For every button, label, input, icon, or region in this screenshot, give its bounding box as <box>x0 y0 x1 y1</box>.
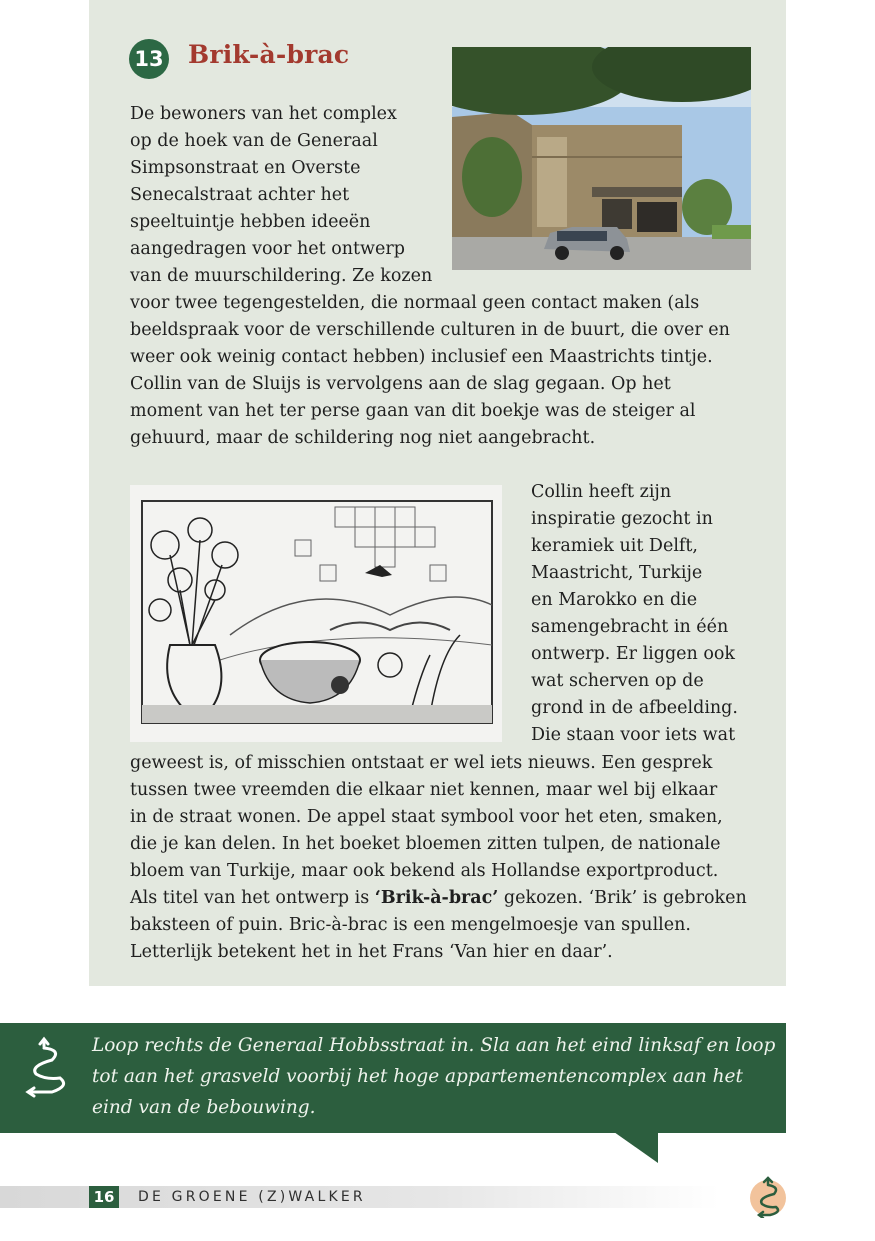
instruction-line: eind van de bebouwing. <box>92 1097 316 1118</box>
text-line: en Marokko en die <box>531 590 698 610</box>
text-line: gehuurd, maar de schildering nog niet aangebracht. <box>130 428 596 448</box>
text-line: Maastricht, Turkije <box>531 563 703 583</box>
text-line: grond in de afbeelding. <box>531 698 738 718</box>
text-line: ontwerp. Er liggen ook <box>531 644 736 664</box>
text-segment: Als titel van het ontwerp is <box>130 888 375 908</box>
text-line: op de hoek van de Generaal <box>130 131 378 151</box>
text-line: baksteen of puin. Bric-à-brac is een mengelmoesje van spullen. <box>130 915 691 935</box>
text-line: weer ook weinig contact hebben) inclusief een Maastrichts tintje. <box>130 347 713 367</box>
text-line: samengebracht in één <box>531 617 729 637</box>
text-line: aangedragen voor het ontwerp <box>130 239 405 259</box>
text-line: voor twee tegengestelden, die normaal geen contact maken (als <box>130 293 700 313</box>
intro-paragraph <box>130 101 730 452</box>
text-line: geweest is, of misschien ontstaat er wel iets nieuws. Een gesprek <box>130 753 713 773</box>
winding-path-logo-icon <box>748 1176 788 1218</box>
mural-sketch-image <box>130 485 502 742</box>
text-line: Die staan voor iets wat <box>531 725 736 745</box>
route-instruction-text <box>92 1030 775 1123</box>
text-line: Letterlijk betekent het in het Frans ‘Van hier en daar’. <box>130 942 613 962</box>
section-title: Brik-à-brac <box>188 40 350 69</box>
text-line: speeltuintje hebben ideeën <box>130 212 371 232</box>
section-number-badge: 13 <box>129 39 169 79</box>
text-line: beeldspraak voor de verschillende culturen in de buurt, die over en <box>130 320 730 340</box>
page-number: 16 <box>89 1186 119 1208</box>
text-line: Collin heeft zijn <box>531 482 672 502</box>
text-line: De bewoners van het complex <box>130 104 397 124</box>
text-line: keramiek uit Delft, <box>531 536 698 556</box>
footer-book-title: DE GROENE (Z)WALKER <box>138 1189 366 1205</box>
text-line: moment van het ter perse gaan van dit boekje was de steiger al <box>130 401 696 421</box>
text-line: die je kan delen. In het boeket bloemen zitten tulpen, de nationale <box>130 834 721 854</box>
text-line: Collin van de Sluijs is vervolgens aan de slag gegaan. Op het <box>130 374 671 394</box>
text-line: Senecalstraat achter het <box>130 185 350 205</box>
winding-path-icon <box>22 1036 72 1102</box>
text-line: in de straat wonen. De appel staat symbool voor het eten, smaken, <box>130 807 723 827</box>
instruction-line: tot aan het grasveld voorbij het hoge appartementencomplex aan het <box>92 1066 743 1087</box>
instruction-line: Loop rechts de Generaal Hobbsstraat in. Sla aan het eind linksaf en loop <box>92 1035 776 1056</box>
text-line: tussen twee vreemden die elkaar niet kennen, maar wel bij elkaar <box>130 780 718 800</box>
text-line: van de muurschildering. Ze kozen <box>130 266 433 286</box>
text-line: Simpsonstraat en Overste <box>130 158 361 178</box>
text-line: inspiratie gezocht in <box>531 509 713 529</box>
text-line: bloem van Turkije, maar ook bekend als Hollandse exportproduct. <box>130 861 719 881</box>
body-paragraph <box>130 750 747 966</box>
mural-title-emphasis: ‘Brik-à-brac’ <box>374 888 499 908</box>
text-segment: gekozen. ‘Brik’ is gebroken <box>498 888 747 908</box>
text-line: wat scherven op de <box>531 671 704 691</box>
text-line <box>130 885 747 912</box>
side-paragraph <box>531 479 738 749</box>
banner-speech-tail <box>614 1132 658 1163</box>
